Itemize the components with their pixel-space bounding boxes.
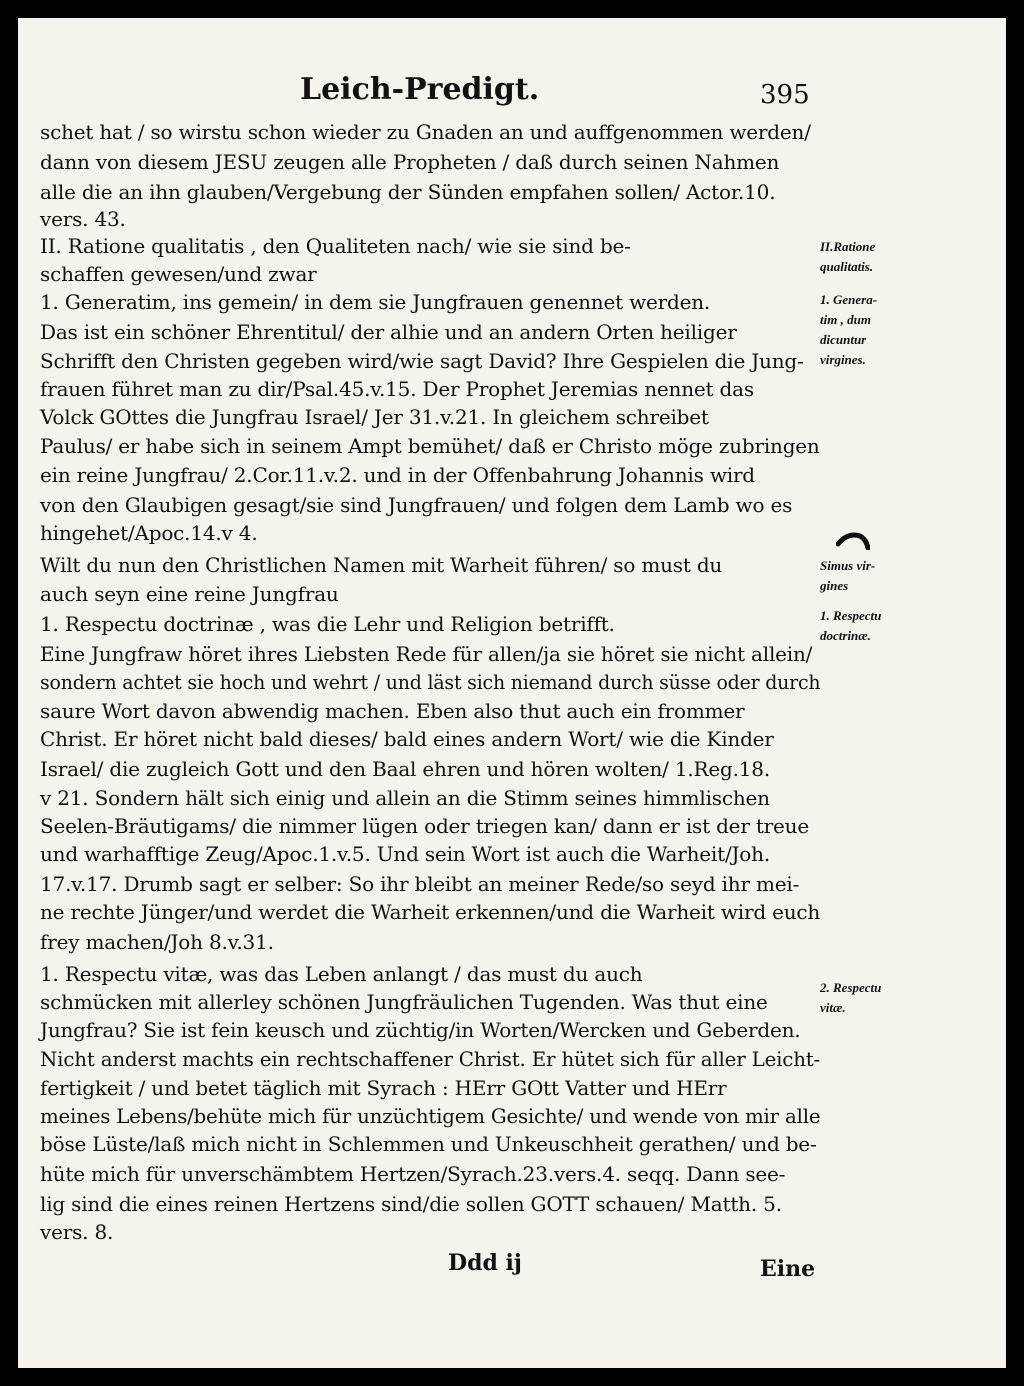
text-line: Eine Jungfraw höret ihres Liebsten Rede für allen/ja sie höret sie nicht allein/ <box>40 642 813 666</box>
margin-note-line: II.Ratione <box>820 239 876 254</box>
running-title: Leich-Predigt. <box>300 72 540 107</box>
text-line: und warhafftige Zeug/Apoc.1.v.5. Und sein Wort ist auch die Warheit/Joh. <box>40 842 770 866</box>
text-line: 1. Respectu vitæ, was das Leben anlangt / das must du auch <box>40 962 643 986</box>
text-line: vers. 43. <box>40 207 126 231</box>
margin-note-line: 1. Genera- <box>820 292 878 307</box>
text-line: auch seyn eine reine Jungfrau <box>40 582 339 606</box>
margin-note-line: virgines. <box>820 352 866 367</box>
margin-note <box>820 237 930 277</box>
text-line: böse Lüste/laß mich nicht in Schlemmen und Unkeuschheit gerathen/ und be- <box>40 1132 817 1156</box>
text-line: Wilt du nun den Christlichen Namen mit Warheit führen/ so must du <box>40 553 723 577</box>
margin-note-line: 1. Respectu <box>820 608 882 623</box>
text-line: hingehet/Apoc.14.v 4. <box>40 521 258 545</box>
text-line: ein reine Jungfrau/ 2.Cor.11.v.2. und in der Offenbahrung Johannis wird <box>40 463 755 487</box>
margin-note <box>820 606 930 646</box>
margin-note-line: 2. Respectu <box>820 980 882 995</box>
margin-note-line: tim , dum <box>820 312 871 327</box>
text-line: Das ist ein schöner Ehrentitul/ der alhie und an andern Orten heiliger <box>40 320 737 344</box>
text-line: alle die an ihn glauben/Vergebung der Sünden empfahen sollen/ Actor.10. <box>40 180 776 204</box>
text-line: ne rechte Jünger/und werdet die Warheit erkennen/und die Warheit wird euch <box>40 900 821 924</box>
text-line: v 21. Sondern hält sich einig und allein an die Stimm seines himmlischen <box>40 786 770 810</box>
text-line: frey machen/Joh 8.v.31. <box>40 930 274 954</box>
text-line: Schrifft den Christen gegeben wird/wie sagt David? Ihre Gespielen die Jung- <box>40 349 804 373</box>
text-line: schaffen gewesen/und zwar <box>40 262 317 286</box>
text-line: Paulus/ er habe sich in seinem Ampt bemühet/ daß er Christo möge zubringen <box>40 434 820 458</box>
text-line: Seelen-Bräutigams/ die nimmer lügen oder triegen kan/ dann er ist der treue <box>40 814 809 838</box>
catchword: Eine <box>760 1256 816 1282</box>
margin-note <box>820 978 930 1018</box>
text-line: saure Wort davon abwendig machen. Eben also thut auch ein frommer <box>40 699 745 723</box>
text-line: 1. Respectu doctrinæ , was die Lehr und Religion betrifft. <box>40 612 615 636</box>
text-line: Nicht anderst machts ein rechtschaffener Christ. Er hütet sich für aller Leicht- <box>40 1047 821 1071</box>
text-line: sondern achtet sie hoch und wehrt / und läst sich niemand durch süsse oder durch <box>40 670 821 694</box>
ink-blot-mark <box>836 530 870 550</box>
text-line: 1. Generatim, ins gemein/ in dem sie Jungfrauen genennet werden. <box>40 290 711 314</box>
text-line: fertigkeit / und betet täglich mit Syrach : HErr GOtt Vatter und HErr <box>40 1076 727 1100</box>
page-number: 395 <box>760 80 810 110</box>
margin-note <box>820 556 930 596</box>
margin-note-line: gines <box>820 578 849 593</box>
text-line: schet hat / so wirstu schon wieder zu Gnaden an und auffgenommen werden/ <box>40 120 811 144</box>
text-line: von den Glaubigen gesagt/sie sind Jungfrauen/ und folgen dem Lamb wo es <box>40 493 793 517</box>
margin-note-line: vitæ. <box>820 1000 846 1015</box>
text-line: schmücken mit allerley schönen Jungfräulichen Tugenden. Was thut eine <box>40 990 768 1014</box>
text-line: dann von diesem JESU zeugen alle Propheten / daß durch seinen Nahmen <box>40 150 780 174</box>
margin-note-line: Simus vir- <box>820 558 876 573</box>
text-line: 17.v.17. Drumb sagt er selber: So ihr bleibt an meiner Rede/so seyd ihr mei- <box>40 872 800 896</box>
text-line: II. Ratione qualitatis , den Qualiteten nach/ wie sie sind be- <box>40 234 631 258</box>
text-line: Volck GOttes die Jungfrau Israel/ Jer 31.v.21. In gleichem schreibet <box>40 405 709 429</box>
margin-note-line: doctrinæ. <box>820 628 871 643</box>
text-line: lig sind die eines reinen Hertzens sind/die sollen GOTT schauen/ Matth. 5. <box>40 1192 782 1216</box>
text-line: hüte mich für unverschämbtem Hertzen/Syrach.23.vers.4. seqq. Dann see- <box>40 1162 786 1186</box>
text-line: meines Lebens/behüte mich für unzüchtigem Gesichte/ und wende von mir alle <box>40 1104 821 1128</box>
text-line: frauen führet man zu dir/Psal.45.v.15. Der Prophet Jeremias nennet das <box>40 377 754 401</box>
text-line: Jungfrau? Sie ist fein keusch und züchtig/in Worten/Wercken und Geberden. <box>40 1018 801 1042</box>
text-line: Christ. Er höret nicht bald dieses/ bald eines andern Wort/ wie die Kinder <box>40 727 774 751</box>
margin-note-line: dicuntur <box>820 332 867 347</box>
text-line: vers. 8. <box>40 1220 114 1244</box>
text-line: Israel/ die zugleich Gott und den Baal ehren und hören wolten/ 1.Reg.18. <box>40 757 770 781</box>
margin-note-line: qualitatis. <box>820 259 874 274</box>
signature-mark: Ddd ij <box>448 1250 522 1276</box>
margin-note <box>820 290 930 370</box>
